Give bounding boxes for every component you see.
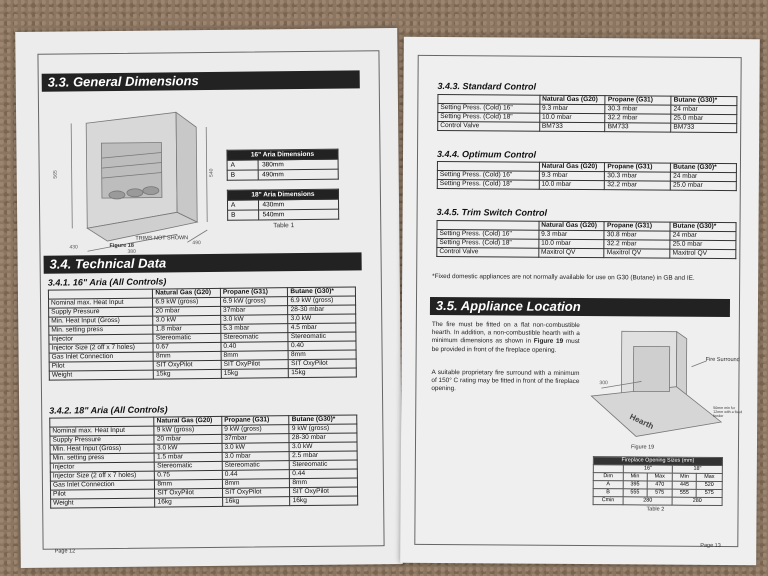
table-cell: 10.0 mbar (539, 239, 605, 248)
page-number-right: Page 13 (700, 542, 721, 549)
table-cell: 8mm (155, 479, 223, 489)
table-row (437, 247, 736, 258)
table-cell: BM733 (671, 123, 737, 132)
table-cell: 25.0 mbar (670, 240, 736, 249)
table-cell: 25.0 mbar (670, 181, 736, 190)
aria-16-title: 3.4.1. 16" Aria (All Controls) (47, 276, 167, 288)
column-header: Butane (G30)* (288, 287, 356, 297)
column-header: Butane (G30)* (671, 163, 737, 172)
table-cell: B (593, 489, 623, 497)
table-cell: Gas Inlet Connection (50, 480, 154, 490)
table-cell: Maxitrol QV (670, 249, 736, 258)
opening-table-title: Fireplace Opening Sizes (mm) (593, 457, 722, 466)
table-cell: 490mm (259, 169, 339, 180)
column-header: Butane (G30)* (670, 222, 736, 231)
table-cell: 1.8 mbar (153, 324, 221, 334)
figure-18-caption: Figure 18 (109, 242, 134, 250)
table-cell: Gas Inlet Connection (49, 352, 153, 362)
table-cell: 28-30 mbar (289, 433, 357, 443)
table-row (593, 497, 722, 506)
table-cell: Min (673, 473, 697, 481)
table-cell: 1.5 mbar (154, 452, 222, 462)
table-cell: 555 (623, 489, 647, 497)
table-cell: Pilot (51, 489, 155, 499)
table-cell: 3.0 kW (153, 315, 221, 325)
figure-19-reference: Figure 19 (533, 338, 564, 346)
table-cell: 430mm (259, 199, 339, 210)
column-header: Natural Gas (G20) (539, 221, 605, 230)
table-row (438, 122, 737, 133)
table-cell: BM733 (539, 122, 605, 131)
table-cell: 9 kW (gross) (289, 424, 357, 434)
optimum-control-title: 3.4.4. Optimum Control (436, 148, 537, 160)
table-cell: Dim (593, 473, 623, 481)
table-cell: 18" (673, 465, 723, 473)
table-cell: Weight (51, 498, 155, 508)
table-cell: Stereomatic (222, 461, 290, 471)
table-cell: 8mm (288, 350, 356, 360)
table-cell: 15kg (154, 369, 222, 379)
table-cell: 32.2 mbar (605, 114, 671, 123)
table-cell: 555 (673, 489, 697, 497)
table-cell: 30.3 mbar (605, 105, 671, 114)
table-cell: 380mm (258, 159, 338, 170)
table-cell: 9.3 mbar (539, 230, 605, 239)
table-cell: 9.3 mbar (539, 171, 605, 180)
table-cell: Min. setting press (50, 453, 154, 463)
figure-19-dim-300: 300 (599, 380, 608, 387)
table-cell: 28-30 mbar (288, 305, 356, 315)
table-cell: Stereomatic (221, 333, 289, 343)
table-cell: 395 (623, 481, 647, 489)
table-cell: Cmin (593, 497, 623, 505)
table-cell: 4.5 mbar (288, 323, 356, 333)
left-page (15, 28, 403, 568)
table-cell: SIT OxyPilot (154, 360, 222, 370)
table-cell: 24 mbar (670, 231, 736, 240)
table-cell: Injector (50, 462, 154, 472)
column-header: Natural Gas (G20) (540, 95, 606, 104)
table-cell: 3.0 mbar (222, 452, 290, 462)
column-header: Propane (G31) (605, 163, 671, 172)
table-cell: Setting Press. (Cold) 18" (437, 238, 539, 248)
table-cell: Maxitrol QV (604, 249, 670, 258)
table-cell: 280 (672, 497, 722, 505)
column-header: Natural Gas (G20) (154, 416, 222, 426)
table-cell: 20 mbar (154, 434, 222, 444)
table-cell: 5.3 mbar (221, 324, 289, 334)
table-cell: 30.3 mbar (605, 172, 671, 181)
table-cell: 24 mbar (671, 105, 737, 114)
table-cell: 3.0 kW (221, 315, 289, 325)
table-cell: Setting Press. (Cold) 16" (438, 104, 540, 114)
table-cell: Stereomatic (290, 460, 358, 470)
figure-18-dim-3: 380 (127, 248, 136, 255)
right-page (400, 37, 760, 565)
table-cell: Supply Pressure (49, 307, 153, 317)
aria-18-table (49, 414, 358, 508)
table-cell: A (593, 481, 623, 489)
table-cell: 445 (673, 481, 697, 489)
table-cell: 24 mbar (671, 172, 737, 181)
table-cell: Stereomatic (153, 333, 221, 343)
table-cell: 2.5 mbar (290, 451, 358, 461)
table-cell: Setting Press. (Cold) 16" (437, 171, 539, 181)
table-cell: 575 (696, 489, 722, 497)
aria-18-title: 3.4.2. 18" Aria (All Controls) (49, 404, 168, 416)
table-cell: 9 kW (gross) (222, 425, 290, 435)
table-cell: Nominal max. Heat Input (50, 426, 154, 436)
table-cell: Max (647, 473, 673, 481)
dim-table-16 (226, 149, 338, 181)
table-row (437, 180, 736, 191)
table-cell: 9.3 mbar (539, 104, 605, 113)
table-cell: Max (696, 473, 722, 481)
table-cell: Nominal max. Heat Input (49, 298, 153, 308)
table-cell: Supply Pressure (50, 435, 154, 445)
column-header: Natural Gas (G20) (153, 288, 221, 298)
table-cell: Stereomatic (155, 461, 223, 471)
column-header: Butane (G30)* (671, 96, 737, 105)
butane-footnote: *Fixed domestic appliances are not normally available for use on G30 (Butane) in GB and IE. (432, 272, 695, 282)
table-cell: Injector Size (2 off x 7 holes) (49, 343, 153, 353)
table-cell: 3.0 kW (288, 314, 356, 324)
table-cell: 37mbar (222, 434, 290, 444)
section-title-appliance-location: 3.5. Appliance Location (430, 297, 730, 317)
table-cell: 3.0 kW (154, 443, 222, 453)
table-cell: Injector (49, 334, 153, 344)
table-cell: Setting Press. (Cold) 16" (437, 229, 539, 239)
table-cell: A (227, 160, 259, 170)
table-cell: 10.0 mbar (539, 180, 605, 189)
table-cell: 280 (623, 497, 673, 505)
standard-control-table (437, 94, 737, 133)
table-cell: 37mbar (220, 306, 288, 316)
section-title-general-dimensions: 3.3. General Dimensions (42, 70, 360, 91)
table-cell: 0.75 (155, 470, 223, 480)
table-cell: 0.67 (153, 342, 221, 352)
table-cell: 470 (647, 481, 673, 489)
figure-19-drawing (581, 326, 742, 442)
table-cell: B (228, 210, 260, 220)
table-cell: BM733 (605, 123, 671, 132)
table-cell: Pilot (49, 361, 153, 371)
section-title-technical-data: 3.4. Technical Data (44, 252, 362, 273)
table-cell: 8mm (221, 351, 289, 361)
location-paragraph-1-text: The fire must be fitted on a flat non-combustible hearth. In addition, a non-combustible hearth with a minimum dimensions as shown in (431, 320, 580, 346)
table-cell: Setting Press. (Cold) 18" (437, 180, 539, 190)
column-header: Propane (G31) (220, 288, 288, 298)
table-cell: 6.9 kW (gross) (288, 296, 356, 306)
dim-table-18-title: 18" Aria Dimensions (227, 189, 338, 200)
table-2-caption: Table 2 (646, 506, 665, 513)
table-cell: 540mm (259, 209, 339, 220)
table-cell: SIT OxyPilot (290, 487, 358, 497)
hearth-side-note: 50mm min for 12mm with a fixed fender (713, 405, 743, 419)
location-paragraph-2: A suitable proprietary fire surround with a minimum of 150° C rating may be fitted in front of the fireplace opening. (431, 368, 580, 393)
table-cell: 6.9 kW (gross) (220, 297, 288, 307)
table-1-caption: Table 1 (273, 222, 295, 230)
table-cell: Control Valve (438, 122, 540, 132)
dim-table-16-title: 16" Aria Dimensions (227, 149, 338, 160)
trim-switch-title: 3.4.5. Trim Switch Control (436, 206, 548, 218)
table-cell: Injector Size (2 off x 7 holes) (50, 471, 154, 481)
table-cell: 10.0 mbar (539, 113, 605, 122)
table-cell: Setting Press. (Cold) 18" (438, 113, 540, 123)
fireplace-opening-table (593, 456, 723, 506)
table-cell: 0.40 (288, 341, 356, 351)
fire-surround-label: Fire Surround (705, 356, 740, 364)
table-cell: 25.0 mbar (671, 114, 737, 123)
table-cell: Stereomatic (288, 332, 356, 342)
table-cell: A (227, 200, 259, 210)
table-cell: Min. Heat Input (Gross) (49, 316, 153, 326)
table-cell: Min. Heat Input (Gross) (50, 444, 154, 454)
optimum-control-table (437, 161, 737, 191)
table-row (227, 169, 338, 180)
figure-18-dim-2: 540 (208, 168, 215, 177)
hearth-label: Hearth (628, 412, 656, 432)
table-cell: Weight (49, 370, 153, 380)
table-cell: 16" (623, 465, 673, 473)
table-cell: 575 (647, 489, 673, 497)
dim-table-18 (227, 189, 339, 221)
table-cell: Min. setting press (49, 325, 153, 335)
table-cell: B (227, 170, 259, 180)
table-cell: 16kg (155, 497, 223, 507)
figure-19-caption: Figure 19 (630, 444, 655, 451)
table-cell: Min (623, 473, 647, 481)
table-cell: 16kg (290, 496, 358, 506)
column-header: Propane (G31) (605, 96, 671, 105)
table-cell: 0.40 (221, 342, 289, 352)
table-row (228, 209, 339, 220)
aria-16-table (48, 286, 357, 380)
table-cell: 6.9 kW (gross) (153, 297, 221, 307)
table-cell: Maxitrol QV (538, 248, 604, 257)
table-cell: 0.44 (222, 470, 290, 480)
table-cell: 20 mbar (153, 306, 221, 316)
table-cell: Control Valve (437, 247, 539, 257)
table-cell: SIT OxyPilot (222, 488, 290, 498)
location-paragraph-1 (432, 321, 580, 355)
column-header: Natural Gas (G20) (539, 162, 605, 171)
table-cell: 8mm (290, 478, 358, 488)
table-cell: 32.2 mbar (604, 240, 670, 249)
table-cell: 8mm (153, 351, 221, 361)
table-cell: 15kg (221, 369, 289, 379)
table-cell: 30.8 mbar (604, 231, 670, 240)
standard-control-title: 3.4.3. Standard Control (437, 81, 537, 92)
table-cell: SIT OxyPilot (289, 359, 357, 369)
table-cell (593, 465, 623, 473)
table-row (593, 473, 722, 482)
column-header: Propane (G31) (604, 222, 670, 231)
column-header: Propane (G31) (222, 416, 290, 426)
figure-18-dim-1: 565 (52, 170, 59, 179)
table-cell: SIT OxyPilot (221, 360, 289, 370)
page-number-left: Page 12 (54, 548, 76, 555)
table-cell: 9 kW (gross) (154, 425, 222, 435)
figure-18-dim-4: 490 (192, 240, 201, 247)
location-paragraph-1-end: must be provided in front of the fireplace opening. (431, 338, 580, 354)
table-cell: 15kg (289, 368, 357, 378)
table-cell: 0.44 (290, 469, 358, 479)
figure-18-dim-5: 430 (69, 244, 78, 251)
table-cell: 32.2 mbar (605, 181, 671, 190)
figure-18-trims-note: TRIMS NOT SHOWN (135, 235, 189, 242)
table-cell: 3.0 kW (222, 443, 290, 453)
table-cell: 520 (696, 481, 722, 489)
trim-switch-table (436, 220, 736, 259)
table-cell: 3.0 kW (289, 442, 357, 452)
table-cell: 16kg (222, 497, 290, 507)
table-cell: 8mm (222, 479, 290, 489)
column-header: Butane (G30)* (289, 415, 357, 425)
table-cell: SIT OxyPilot (155, 488, 223, 498)
